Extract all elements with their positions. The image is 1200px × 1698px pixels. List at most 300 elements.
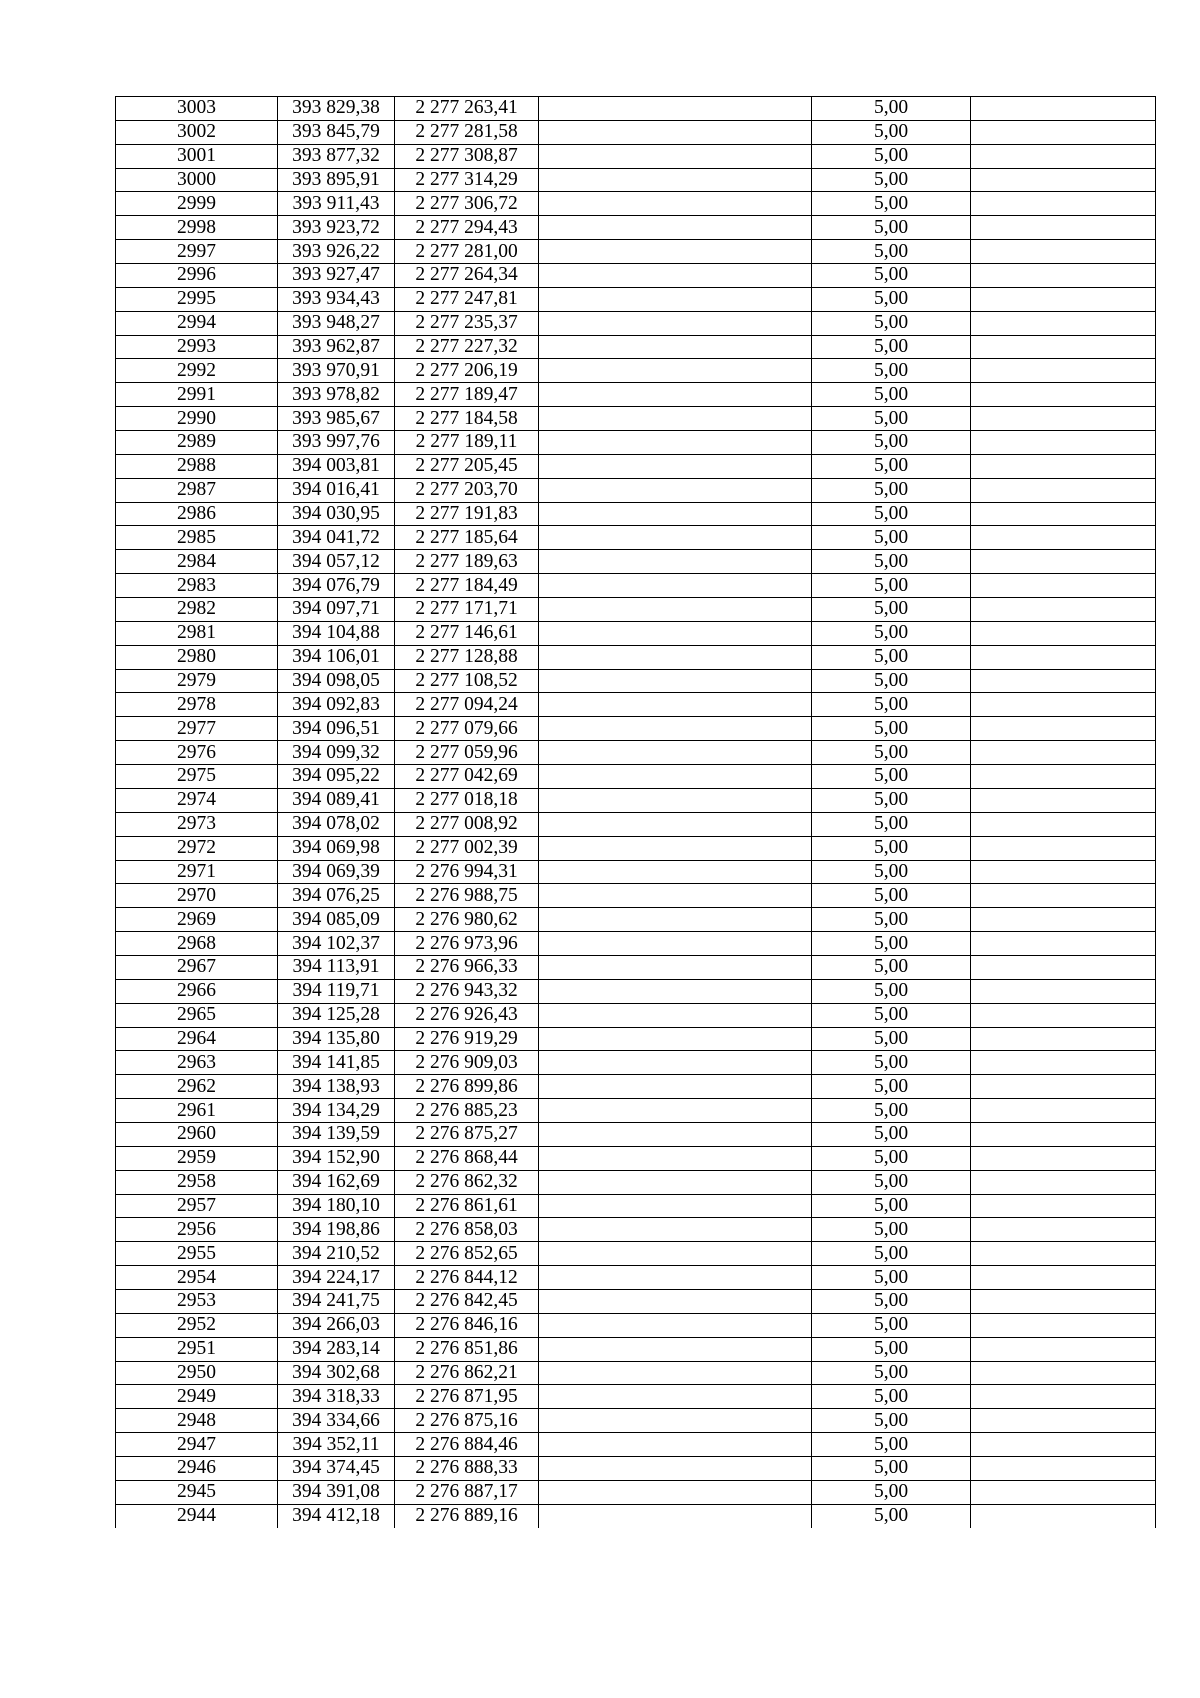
value-cell: 5,00 (812, 1361, 971, 1385)
x-coordinate-cell: 394 162,69 (278, 1170, 395, 1194)
empty-cell (539, 741, 812, 765)
empty-cell (539, 1242, 812, 1266)
empty-cell (539, 1075, 812, 1099)
empty-cell (971, 836, 1156, 860)
value-cell: 5,00 (812, 1027, 971, 1051)
empty-cell (539, 550, 812, 574)
x-coordinate-cell: 394 098,05 (278, 669, 395, 693)
x-coordinate-cell: 394 085,09 (278, 908, 395, 932)
point-number-cell: 2954 (116, 1266, 278, 1290)
x-coordinate-cell: 394 180,10 (278, 1194, 395, 1218)
table-row (116, 908, 1156, 932)
empty-cell (971, 1075, 1156, 1099)
empty-cell (971, 454, 1156, 478)
point-number-cell: 2981 (116, 621, 278, 645)
y-coordinate-cell: 2 276 988,75 (395, 884, 539, 908)
point-number-cell: 2990 (116, 407, 278, 431)
value-cell: 5,00 (812, 884, 971, 908)
point-number-cell: 2992 (116, 359, 278, 383)
empty-cell (971, 1433, 1156, 1457)
table-row (116, 932, 1156, 956)
empty-cell (971, 860, 1156, 884)
empty-cell (971, 1289, 1156, 1313)
empty-cell (971, 645, 1156, 669)
y-coordinate-cell: 2 276 858,03 (395, 1218, 539, 1242)
x-coordinate-cell: 394 119,71 (278, 979, 395, 1003)
y-coordinate-cell: 2 277 314,29 (395, 168, 539, 192)
y-coordinate-cell: 2 277 128,88 (395, 645, 539, 669)
point-number-cell: 2944 (116, 1504, 278, 1528)
y-coordinate-cell: 2 276 884,46 (395, 1433, 539, 1457)
empty-cell (971, 1122, 1156, 1146)
value-cell: 5,00 (812, 1480, 971, 1504)
empty-cell (971, 407, 1156, 431)
point-number-cell: 2953 (116, 1289, 278, 1313)
x-coordinate-cell: 393 911,43 (278, 192, 395, 216)
value-cell: 5,00 (812, 240, 971, 264)
empty-cell (971, 1313, 1156, 1337)
empty-cell (539, 383, 812, 407)
point-number-cell: 2991 (116, 383, 278, 407)
x-coordinate-cell: 394 106,01 (278, 645, 395, 669)
empty-cell (539, 1337, 812, 1361)
value-cell: 5,00 (812, 765, 971, 789)
x-coordinate-cell: 394 139,59 (278, 1122, 395, 1146)
x-coordinate-cell: 394 097,71 (278, 598, 395, 622)
empty-cell (539, 407, 812, 431)
x-coordinate-cell: 394 113,91 (278, 955, 395, 979)
table-row (116, 1075, 1156, 1099)
table-row (116, 598, 1156, 622)
empty-cell (971, 812, 1156, 836)
empty-cell (971, 216, 1156, 240)
empty-cell (539, 431, 812, 455)
x-coordinate-cell: 394 210,52 (278, 1242, 395, 1266)
value-cell: 5,00 (812, 932, 971, 956)
table-row (116, 1218, 1156, 1242)
value-cell: 5,00 (812, 788, 971, 812)
empty-cell (971, 502, 1156, 526)
point-number-cell: 2985 (116, 526, 278, 550)
value-cell: 5,00 (812, 97, 971, 121)
table-row (116, 1409, 1156, 1433)
value-cell: 5,00 (812, 621, 971, 645)
empty-cell (539, 1289, 812, 1313)
y-coordinate-cell: 2 277 184,58 (395, 407, 539, 431)
value-cell: 5,00 (812, 1218, 971, 1242)
point-number-cell: 2989 (116, 431, 278, 455)
empty-cell (971, 264, 1156, 288)
value-cell: 5,00 (812, 192, 971, 216)
x-coordinate-cell: 394 198,86 (278, 1218, 395, 1242)
point-number-cell: 2998 (116, 216, 278, 240)
empty-cell (539, 1266, 812, 1290)
value-cell: 5,00 (812, 669, 971, 693)
empty-cell (539, 1003, 812, 1027)
table-row (116, 1194, 1156, 1218)
y-coordinate-cell: 2 277 184,49 (395, 574, 539, 598)
empty-cell (971, 788, 1156, 812)
y-coordinate-cell: 2 276 919,29 (395, 1027, 539, 1051)
y-coordinate-cell: 2 277 094,24 (395, 693, 539, 717)
point-number-cell: 2947 (116, 1433, 278, 1457)
x-coordinate-cell: 393 845,79 (278, 120, 395, 144)
table-row (116, 836, 1156, 860)
empty-cell (971, 240, 1156, 264)
y-coordinate-cell: 2 277 191,83 (395, 502, 539, 526)
x-coordinate-cell: 394 095,22 (278, 765, 395, 789)
value-cell: 5,00 (812, 144, 971, 168)
point-number-cell: 2968 (116, 932, 278, 956)
y-coordinate-cell: 2 277 294,43 (395, 216, 539, 240)
empty-cell (539, 264, 812, 288)
x-coordinate-cell: 394 224,17 (278, 1266, 395, 1290)
point-number-cell: 2978 (116, 693, 278, 717)
point-number-cell: 3003 (116, 97, 278, 121)
point-number-cell: 2983 (116, 574, 278, 598)
empty-cell (539, 97, 812, 121)
table-row (116, 264, 1156, 288)
point-number-cell: 2957 (116, 1194, 278, 1218)
table-row (116, 311, 1156, 335)
table-row (116, 955, 1156, 979)
empty-cell (539, 1051, 812, 1075)
point-number-cell: 3000 (116, 168, 278, 192)
x-coordinate-cell: 394 041,72 (278, 526, 395, 550)
empty-cell (971, 1385, 1156, 1409)
x-coordinate-cell: 394 135,80 (278, 1027, 395, 1051)
value-cell: 5,00 (812, 979, 971, 1003)
point-number-cell: 2970 (116, 884, 278, 908)
y-coordinate-cell: 2 277 171,71 (395, 598, 539, 622)
y-coordinate-cell: 2 276 844,12 (395, 1266, 539, 1290)
value-cell: 5,00 (812, 1289, 971, 1313)
y-coordinate-cell: 2 277 189,47 (395, 383, 539, 407)
y-coordinate-cell: 2 277 235,37 (395, 311, 539, 335)
table-row (116, 526, 1156, 550)
x-coordinate-cell: 394 134,29 (278, 1099, 395, 1123)
table-row (116, 287, 1156, 311)
empty-cell (971, 1242, 1156, 1266)
empty-cell (539, 669, 812, 693)
value-cell: 5,00 (812, 431, 971, 455)
empty-cell (971, 1027, 1156, 1051)
point-number-cell: 3001 (116, 144, 278, 168)
y-coordinate-cell: 2 276 862,32 (395, 1170, 539, 1194)
x-coordinate-cell: 394 104,88 (278, 621, 395, 645)
table-row (116, 1051, 1156, 1075)
point-number-cell: 2980 (116, 645, 278, 669)
point-number-cell: 2986 (116, 502, 278, 526)
table-row (116, 788, 1156, 812)
empty-cell (971, 1051, 1156, 1075)
value-cell: 5,00 (812, 812, 971, 836)
value-cell: 5,00 (812, 1242, 971, 1266)
table-row (116, 1337, 1156, 1361)
x-coordinate-cell: 393 978,82 (278, 383, 395, 407)
x-coordinate-cell: 394 096,51 (278, 717, 395, 741)
x-coordinate-cell: 394 089,41 (278, 788, 395, 812)
table-row (116, 1504, 1156, 1528)
x-coordinate-cell: 394 076,25 (278, 884, 395, 908)
empty-cell (539, 311, 812, 335)
value-cell: 5,00 (812, 1146, 971, 1170)
x-coordinate-cell: 394 057,12 (278, 550, 395, 574)
table-row (116, 621, 1156, 645)
table-row (116, 1456, 1156, 1480)
y-coordinate-cell: 2 276 943,32 (395, 979, 539, 1003)
point-number-cell: 2961 (116, 1099, 278, 1123)
empty-cell (539, 836, 812, 860)
y-coordinate-cell: 2 276 875,27 (395, 1122, 539, 1146)
y-coordinate-cell: 2 276 862,21 (395, 1361, 539, 1385)
empty-cell (971, 383, 1156, 407)
table-row (116, 1242, 1156, 1266)
table-row (116, 1313, 1156, 1337)
value-cell: 5,00 (812, 335, 971, 359)
value-cell: 5,00 (812, 598, 971, 622)
table-row (116, 1146, 1156, 1170)
y-coordinate-cell: 2 277 185,64 (395, 526, 539, 550)
y-coordinate-cell: 2 277 042,69 (395, 765, 539, 789)
x-coordinate-cell: 394 125,28 (278, 1003, 395, 1027)
empty-cell (971, 884, 1156, 908)
point-number-cell: 2975 (116, 765, 278, 789)
table-row (116, 574, 1156, 598)
x-coordinate-cell: 394 016,41 (278, 478, 395, 502)
y-coordinate-cell: 2 277 205,45 (395, 454, 539, 478)
empty-cell (971, 287, 1156, 311)
value-cell: 5,00 (812, 287, 971, 311)
y-coordinate-cell: 2 276 994,31 (395, 860, 539, 884)
table-row (116, 693, 1156, 717)
value-cell: 5,00 (812, 955, 971, 979)
value-cell: 5,00 (812, 1313, 971, 1337)
value-cell: 5,00 (812, 502, 971, 526)
table-row (116, 741, 1156, 765)
empty-cell (539, 645, 812, 669)
y-coordinate-cell: 2 277 227,32 (395, 335, 539, 359)
point-number-cell: 2984 (116, 550, 278, 574)
x-coordinate-cell: 394 283,14 (278, 1337, 395, 1361)
empty-cell (539, 120, 812, 144)
point-number-cell: 2987 (116, 478, 278, 502)
empty-cell (539, 1480, 812, 1504)
empty-cell (971, 1409, 1156, 1433)
empty-cell (971, 1146, 1156, 1170)
value-cell: 5,00 (812, 407, 971, 431)
x-coordinate-cell: 394 069,98 (278, 836, 395, 860)
table-row (116, 216, 1156, 240)
value-cell: 5,00 (812, 1075, 971, 1099)
y-coordinate-cell: 2 276 973,96 (395, 932, 539, 956)
x-coordinate-cell: 393 948,27 (278, 311, 395, 335)
x-coordinate-cell: 393 970,91 (278, 359, 395, 383)
empty-cell (971, 908, 1156, 932)
table-row (116, 1099, 1156, 1123)
x-coordinate-cell: 394 241,75 (278, 1289, 395, 1313)
empty-cell (539, 526, 812, 550)
table-row (116, 97, 1156, 121)
y-coordinate-cell: 2 276 846,16 (395, 1313, 539, 1337)
table-row (116, 1361, 1156, 1385)
y-coordinate-cell: 2 277 308,87 (395, 144, 539, 168)
value-cell: 5,00 (812, 908, 971, 932)
value-cell: 5,00 (812, 574, 971, 598)
point-number-cell: 2960 (116, 1122, 278, 1146)
empty-cell (539, 1433, 812, 1457)
y-coordinate-cell: 2 276 966,33 (395, 955, 539, 979)
point-number-cell: 2988 (116, 454, 278, 478)
empty-cell (539, 168, 812, 192)
value-cell: 5,00 (812, 1337, 971, 1361)
x-coordinate-cell: 394 318,33 (278, 1385, 395, 1409)
empty-cell (971, 621, 1156, 645)
x-coordinate-cell: 394 152,90 (278, 1146, 395, 1170)
value-cell: 5,00 (812, 216, 971, 240)
table-row (116, 431, 1156, 455)
empty-cell (971, 1480, 1156, 1504)
y-coordinate-cell: 2 276 926,43 (395, 1003, 539, 1027)
y-coordinate-cell: 2 276 875,16 (395, 1409, 539, 1433)
y-coordinate-cell: 2 277 281,58 (395, 120, 539, 144)
table-row (116, 550, 1156, 574)
point-number-cell: 2996 (116, 264, 278, 288)
y-coordinate-cell: 2 276 980,62 (395, 908, 539, 932)
y-coordinate-cell: 2 276 889,16 (395, 1504, 539, 1528)
empty-cell (539, 1361, 812, 1385)
point-number-cell: 2979 (116, 669, 278, 693)
value-cell: 5,00 (812, 526, 971, 550)
table-row (116, 717, 1156, 741)
y-coordinate-cell: 2 277 263,41 (395, 97, 539, 121)
x-coordinate-cell: 393 829,38 (278, 97, 395, 121)
x-coordinate-cell: 394 302,68 (278, 1361, 395, 1385)
empty-cell (539, 1456, 812, 1480)
table-row (116, 240, 1156, 264)
point-number-cell: 2955 (116, 1242, 278, 1266)
empty-cell (539, 502, 812, 526)
x-coordinate-cell: 394 412,18 (278, 1504, 395, 1528)
value-cell: 5,00 (812, 311, 971, 335)
y-coordinate-cell: 2 276 909,03 (395, 1051, 539, 1075)
table-row (116, 144, 1156, 168)
table-row (116, 1433, 1156, 1457)
value-cell: 5,00 (812, 383, 971, 407)
value-cell: 5,00 (812, 478, 971, 502)
point-number-cell: 2973 (116, 812, 278, 836)
empty-cell (539, 1409, 812, 1433)
value-cell: 5,00 (812, 168, 971, 192)
table-row (116, 120, 1156, 144)
y-coordinate-cell: 2 277 008,92 (395, 812, 539, 836)
x-coordinate-cell: 394 352,11 (278, 1433, 395, 1457)
point-number-cell: 2977 (116, 717, 278, 741)
y-coordinate-cell: 2 276 868,44 (395, 1146, 539, 1170)
y-coordinate-cell: 2 277 203,70 (395, 478, 539, 502)
x-coordinate-cell: 393 927,47 (278, 264, 395, 288)
x-coordinate-cell: 394 102,37 (278, 932, 395, 956)
empty-cell (539, 598, 812, 622)
empty-cell (539, 812, 812, 836)
empty-cell (539, 693, 812, 717)
value-cell: 5,00 (812, 693, 971, 717)
point-number-cell: 2950 (116, 1361, 278, 1385)
value-cell: 5,00 (812, 359, 971, 383)
x-coordinate-cell: 393 997,76 (278, 431, 395, 455)
empty-cell (971, 168, 1156, 192)
y-coordinate-cell: 2 276 871,95 (395, 1385, 539, 1409)
empty-cell (971, 550, 1156, 574)
x-coordinate-cell: 394 069,39 (278, 860, 395, 884)
value-cell: 5,00 (812, 1385, 971, 1409)
table-row (116, 979, 1156, 1003)
empty-cell (971, 669, 1156, 693)
empty-cell (971, 693, 1156, 717)
point-number-cell: 3002 (116, 120, 278, 144)
empty-cell (971, 1218, 1156, 1242)
table-row (116, 502, 1156, 526)
empty-cell (539, 884, 812, 908)
empty-cell (539, 788, 812, 812)
table-row (116, 359, 1156, 383)
empty-cell (539, 1194, 812, 1218)
table-row (116, 765, 1156, 789)
y-coordinate-cell: 2 277 079,66 (395, 717, 539, 741)
empty-cell (971, 120, 1156, 144)
y-coordinate-cell: 2 277 189,11 (395, 431, 539, 455)
y-coordinate-cell: 2 276 885,23 (395, 1099, 539, 1123)
value-cell: 5,00 (812, 1003, 971, 1027)
point-number-cell: 2974 (116, 788, 278, 812)
x-coordinate-cell: 393 934,43 (278, 287, 395, 311)
table-row (116, 1027, 1156, 1051)
table-row (116, 1480, 1156, 1504)
empty-cell (539, 621, 812, 645)
point-number-cell: 2956 (116, 1218, 278, 1242)
y-coordinate-cell: 2 277 206,19 (395, 359, 539, 383)
y-coordinate-cell: 2 276 842,45 (395, 1289, 539, 1313)
empty-cell (539, 717, 812, 741)
empty-cell (971, 955, 1156, 979)
point-number-cell: 2997 (116, 240, 278, 264)
y-coordinate-cell: 2 277 306,72 (395, 192, 539, 216)
y-coordinate-cell: 2 277 002,39 (395, 836, 539, 860)
point-number-cell: 2949 (116, 1385, 278, 1409)
value-cell: 5,00 (812, 1433, 971, 1457)
empty-cell (971, 431, 1156, 455)
point-number-cell: 2952 (116, 1313, 278, 1337)
empty-cell (971, 192, 1156, 216)
x-coordinate-cell: 394 030,95 (278, 502, 395, 526)
table-row (116, 1003, 1156, 1027)
value-cell: 5,00 (812, 1409, 971, 1433)
empty-cell (539, 1313, 812, 1337)
x-coordinate-cell: 394 003,81 (278, 454, 395, 478)
y-coordinate-cell: 2 277 281,00 (395, 240, 539, 264)
point-number-cell: 2962 (116, 1075, 278, 1099)
empty-cell (539, 1385, 812, 1409)
point-number-cell: 2976 (116, 741, 278, 765)
point-number-cell: 2971 (116, 860, 278, 884)
y-coordinate-cell: 2 277 264,34 (395, 264, 539, 288)
empty-cell (971, 1170, 1156, 1194)
value-cell: 5,00 (812, 1194, 971, 1218)
y-coordinate-cell: 2 277 189,63 (395, 550, 539, 574)
point-number-cell: 2951 (116, 1337, 278, 1361)
y-coordinate-cell: 2 276 888,33 (395, 1456, 539, 1480)
value-cell: 5,00 (812, 717, 971, 741)
